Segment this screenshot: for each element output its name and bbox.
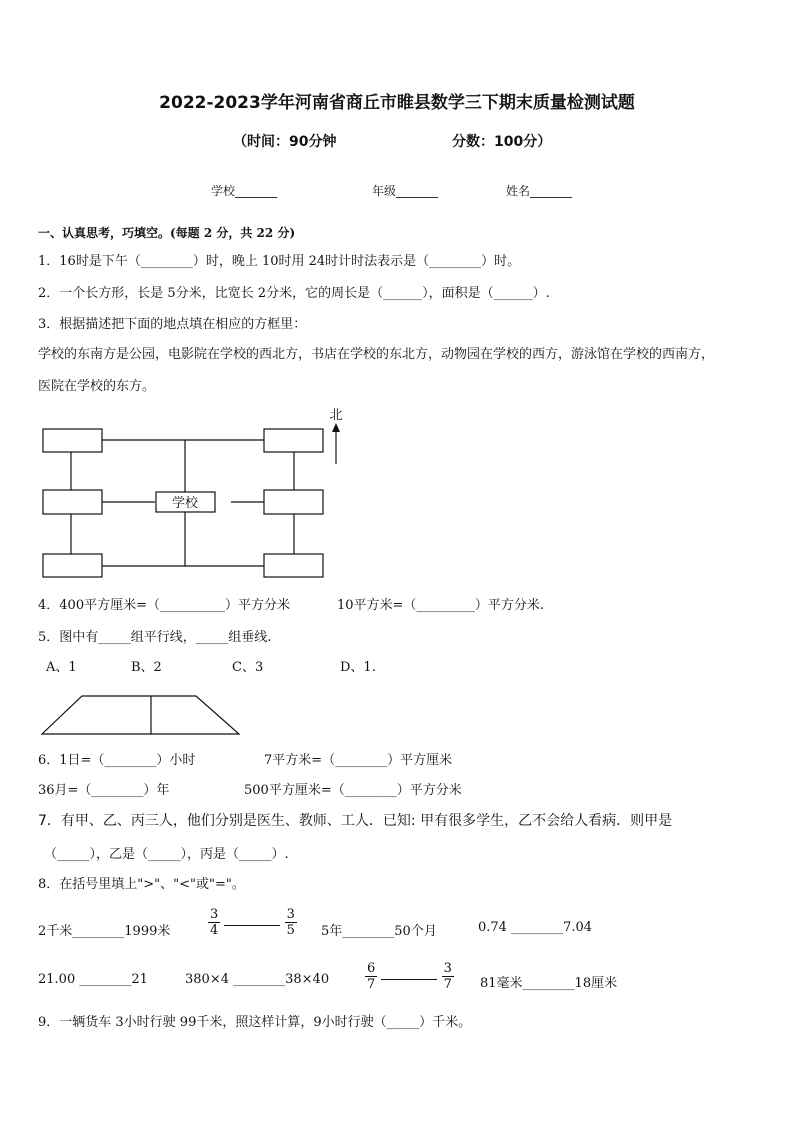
option-b: B、2: [131, 660, 162, 675]
compare-2a: 21.00 ________21: [38, 972, 148, 987]
question-2: 2．一个长方形，长是 5分米，比宽长 2分米，它的周长是（______），面积是（______）.: [38, 286, 550, 301]
numerator: 3: [286, 907, 295, 922]
map-school-label: 学校: [171, 496, 199, 511]
question-6b: 7平方米=（________）平方厘米: [264, 753, 453, 768]
numerator: 3: [210, 907, 219, 922]
fraction: [365, 961, 377, 992]
question-1: 1．16时是下午（________）时，晚上 10时用 24时计时法表示是（________）时。: [38, 254, 521, 269]
map-box-southeast[interactable]: [264, 554, 323, 577]
numerator: 3: [443, 961, 452, 976]
answer-blank[interactable]: [224, 925, 280, 926]
exam-score: 分数：100分）: [452, 134, 552, 150]
trapezoid-shape: [42, 696, 239, 734]
compare-2c: [365, 961, 454, 992]
compare-1b: [208, 907, 297, 938]
map-box-southwest[interactable]: [43, 554, 102, 577]
denominator: 5: [286, 923, 295, 938]
denominator: 7: [367, 977, 376, 992]
numerator: 6: [367, 961, 376, 976]
question-6c: 36月=（________）年: [38, 783, 170, 798]
compare-2d: 81毫米________18厘米: [480, 976, 618, 991]
exam-time: （时间：90分钟: [233, 134, 337, 150]
compare-1d: 0.74 ________7.04: [478, 920, 593, 935]
map-box-east[interactable]: [264, 490, 323, 514]
north-arrow-icon: [332, 423, 340, 432]
option-c: C、3: [232, 660, 264, 675]
map-box-northeast[interactable]: [264, 429, 323, 452]
question-8: 8．在括号里填上">"、"<"或"="。: [38, 877, 245, 892]
question-9: 9．一辆货车 3小时行驶 99千米，照这样计算，9小时行驶（_____）千米。: [38, 1015, 472, 1030]
compare-1c: 5年________50个月: [321, 924, 437, 939]
direction-map: [40, 404, 350, 582]
trapezoid-figure: [40, 693, 242, 737]
fraction: [285, 907, 297, 938]
page-title: 2022-2023学年河南省商丘市睢县数学三下期末质量检测试题: [159, 93, 635, 113]
question-4b: 10平方米=（_________）平方分米.: [337, 598, 545, 613]
denominator: 7: [443, 977, 452, 992]
question-7-line-2: （_____），乙是（_____），丙是（_____）.: [44, 847, 289, 862]
school-field: 学校_______: [211, 184, 278, 198]
option-a: A、1: [46, 660, 77, 675]
question-5: 5．图中有_____组平行线，_____组垂线.: [38, 630, 272, 645]
fraction: [208, 907, 220, 938]
question-7-line-1: 7．有甲、乙、丙三人，他们分别是医生、教师、工人．已知: 甲有很多学生，乙不会给人看病．则甲是: [38, 813, 673, 829]
option-d: D、1.: [340, 660, 376, 675]
map-box-west[interactable]: [43, 490, 102, 514]
name-field: 姓名_______: [506, 184, 573, 198]
answer-blank[interactable]: [381, 979, 437, 980]
question-3-intro: 3．根据描述把下面的地点填在相应的方框里：: [38, 317, 307, 332]
compare-2b: 380×4 ________38×40: [185, 972, 330, 987]
map-north-label: 北: [329, 408, 343, 423]
fraction: [442, 961, 454, 992]
question-6a: 6．1日=（________）小时: [38, 753, 196, 768]
question-6d: 500平方厘米=（________）平方分米: [244, 783, 462, 798]
map-box-northwest[interactable]: [43, 429, 102, 452]
question-3-desc-1: 学校的东南方是公园，电影院在学校的西北方，书店在学校的东北方，动物园在学校的西方，游泳馆在学校的西南方，: [38, 347, 715, 362]
denominator: 4: [210, 923, 219, 938]
question-3-desc-2: 医院在学校的东方。: [38, 379, 156, 394]
question-4a: 4．400平方厘米=（__________）平方分米: [38, 598, 290, 613]
compare-1a: 2千米________1999米: [38, 924, 171, 939]
section-heading: 一、认真思考，巧填空。(每题 2 分，共 22 分): [38, 226, 296, 240]
grade-field: 年级_______: [372, 184, 439, 198]
